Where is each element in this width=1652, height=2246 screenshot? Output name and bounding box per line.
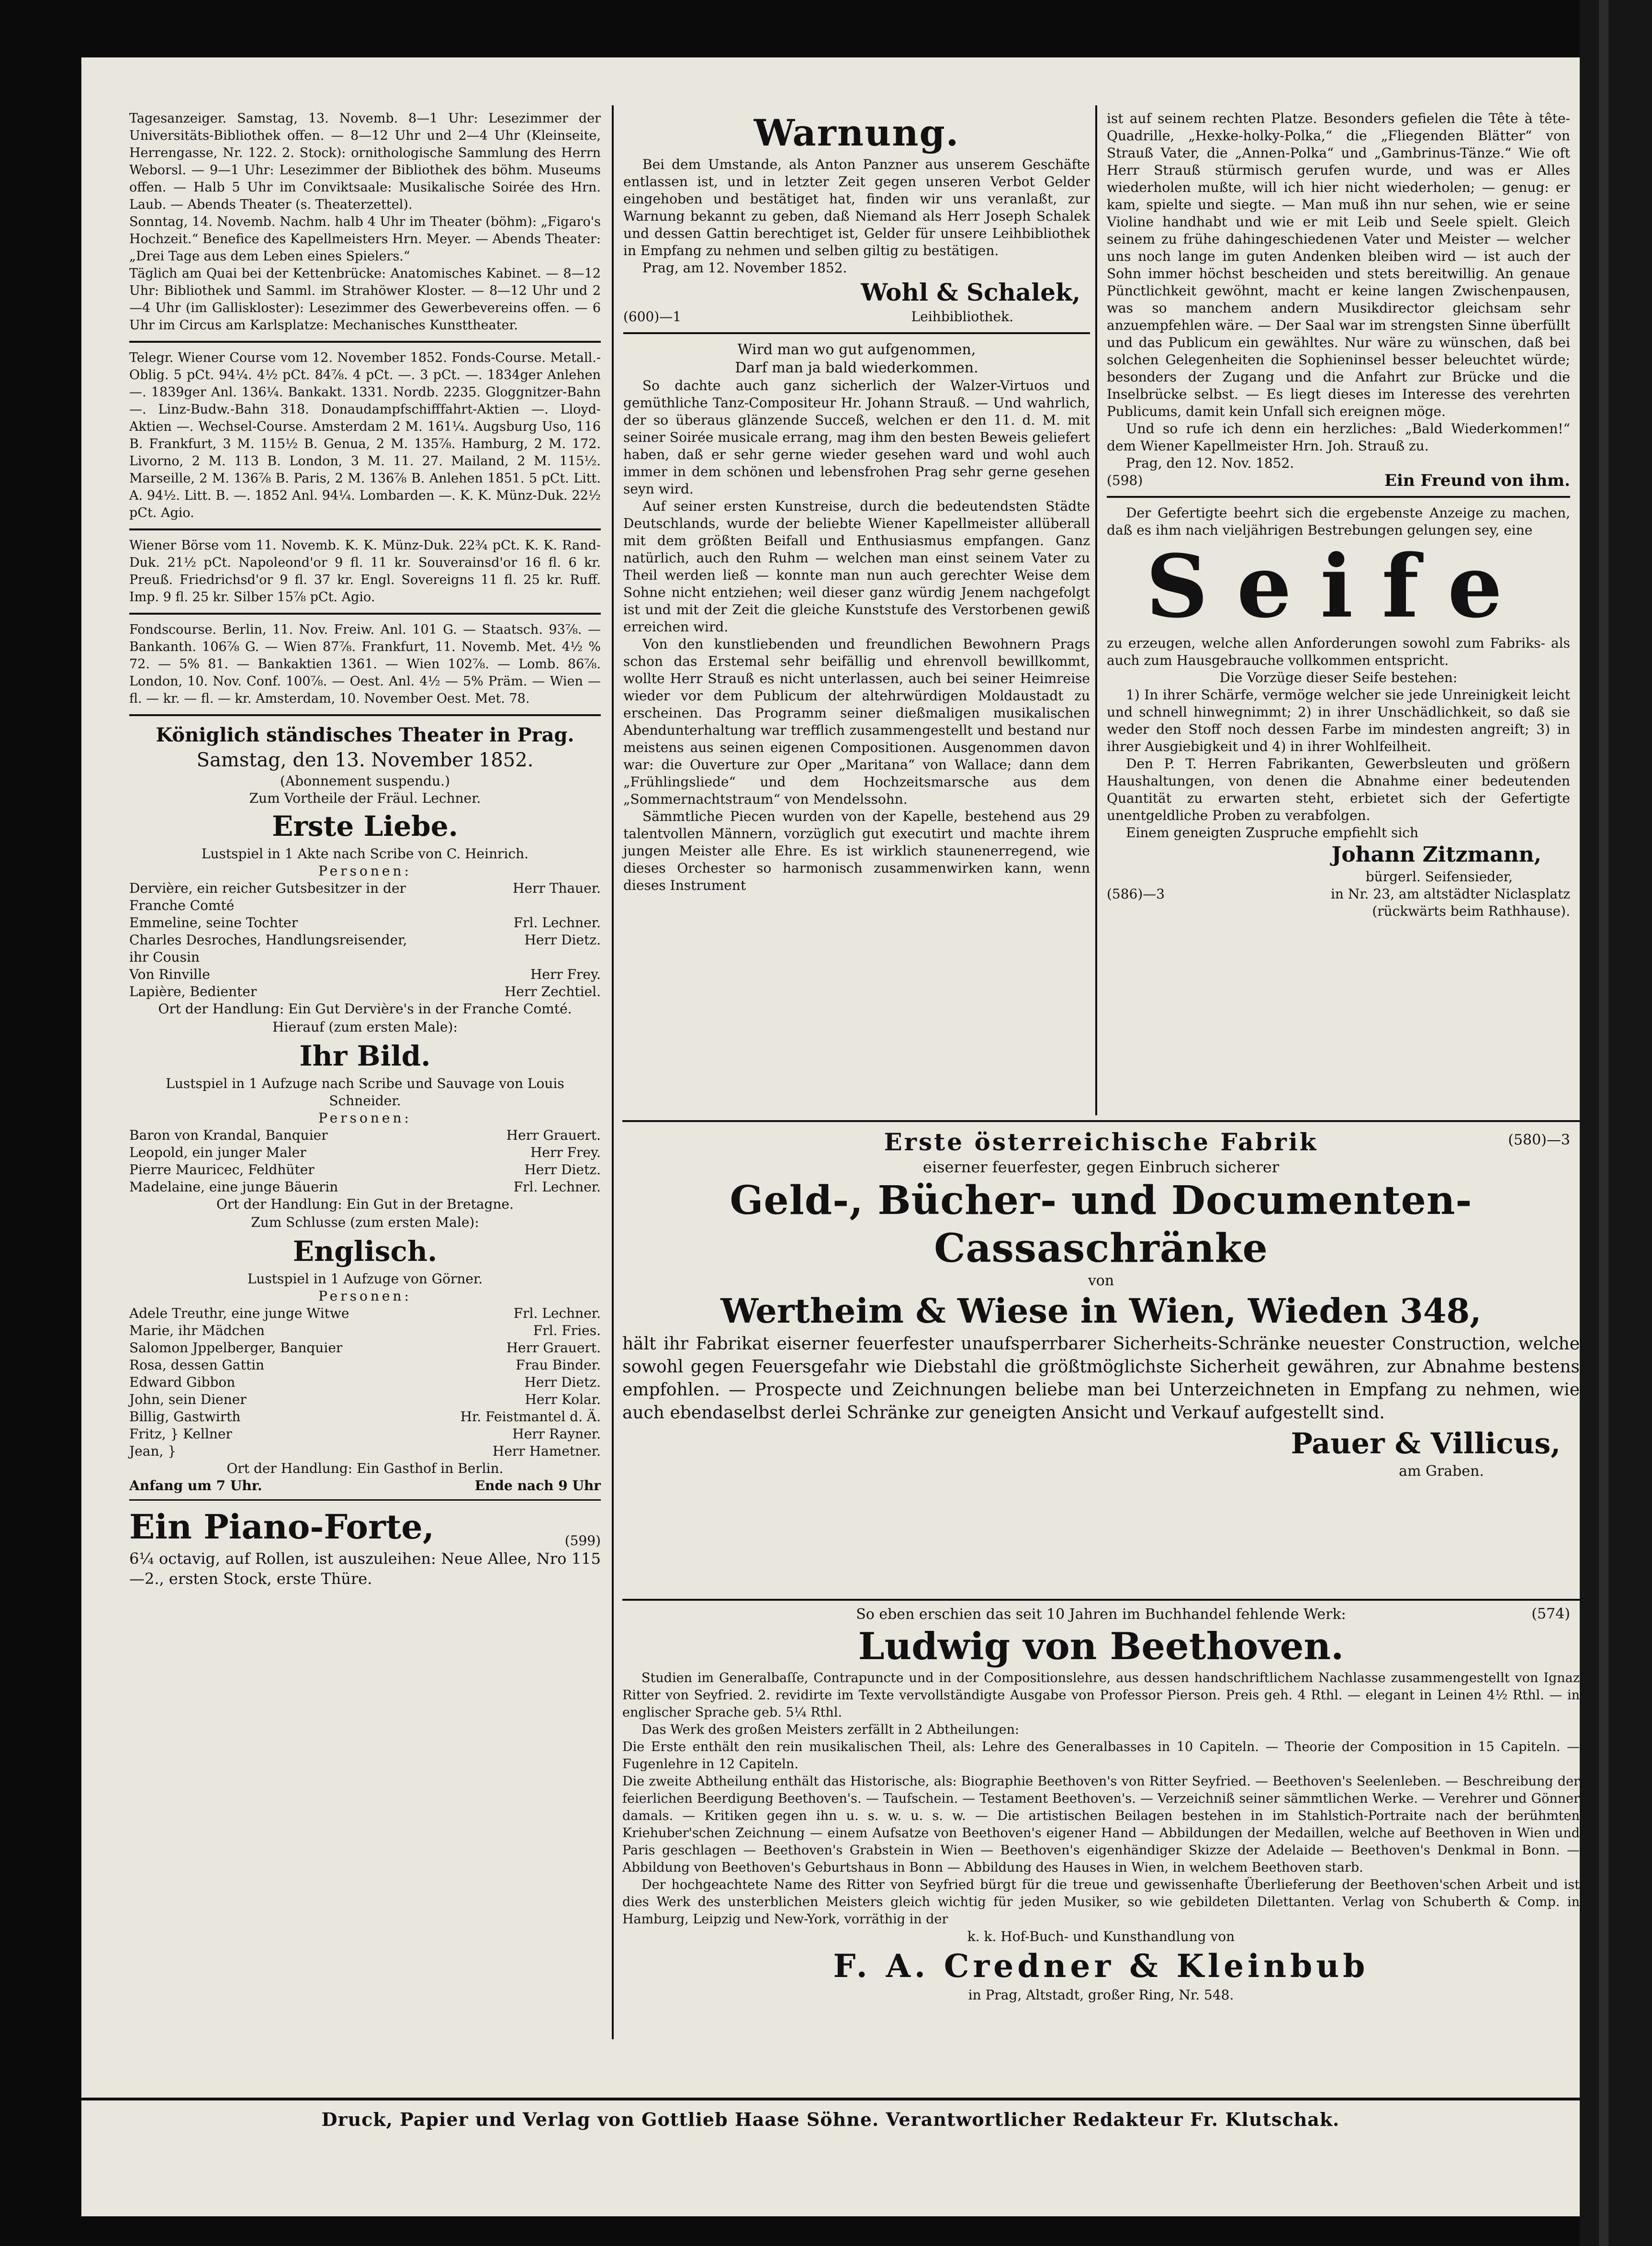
play2-sub: Lustspiel in 1 Aufzuge nach Scribe und Sauvage von Louis Schneider. [166,1076,564,1109]
fabrik-sub: eiserner feuerfester, gegen Einbruch sicherer [922,1158,1280,1176]
warnung-num: (600)—1 [623,309,682,325]
newspaper-page [81,57,1580,2216]
anfang: Anfang um 7 Uhr. [129,1478,262,1494]
cast-row: Marie, ihr Mädchen Frl. Fries. [129,1323,601,1338]
theater-title: Königlich ständisches Theater in Prag. [156,724,574,746]
beethoven-para: Die zweite Abtheilung enthält das Historische, als: Biographie Beethoven's von Ritter Seyfried. — Beethoven's Seelenleben. — Beschreibung der feierlichen Beerdigung Beethoven's. — Taufschein. — Testament Beethoven's. — Verzeichniß seiner sämmtlichen Werke. — Verehrer und Gönner damals. — Kritiken gegen ihn u. s. w. u. s. w. — Die artistischen Beilagen bestehen in im Stahlstich-Portraite nach der berühmten Kriehuber'schen Zeichnung — einem Aufsatze von Beethoven's eigener Hand — Abbildungen der Medaillen, welche auf Beethoven in Wien und Paris geschlagen — Beethoven's Grabstein in Wien — Beethoven's eigenhändiger Skizze der Adelaide — Beethoven's Denkmal in Bonn. — Abbildung von Beethoven's Geburtshaus in Bonn — Abbildung des Hauses in Wien, in welchem Beethoven starb. [622,1774,1580,1875]
beethoven-para: Studien im Generalbaſſe, Contrapuncte und in der Compositionslehre, aus dessen handschriftlichem Nachlasse zusammengestellt von Ignaz Ritter von Seyfried. 2. revidirte im Texte vervollständigte Ausgabe von Professor Pierson. Preis geh. 4 Rthl. — elegant in Leinen 4½ Rthl. — in englischer Sprache geb. 5¼ Rthl. [622,1671,1580,1720]
strauss-closing: Und so rufe ich denn ein herzliches: „Bald Wiederkommen!“ dem Wiener Kapellmeister Hrn. Joh. Strauß zu. [1107,421,1570,454]
piano-num: (599) [564,1533,601,1549]
fabrik-sign2: am Graben. [1399,1463,1484,1480]
play3-sub: Lustspiel in 1 Aufzuge von Görner. [247,1271,483,1287]
wiener-boerse: Wiener Börse vom 11. Novemb. K. K. Münz-Duk. 22¾ pCt. K. K. Rand-Duk. 21½ pCt. Napoleond'or 9 fl. 11 kr. Souverainsd'or 16 fl. 6 kr. Preuß. Friedrichsd'or 9 fl. 37 kr. Engl. Sovereigns 11 fl. 25 kr. Ruff. Imp. 9 fl. 25 kr. Silber 15⅞ pCt. Agio. [129,538,601,605]
column-rule [612,105,614,2039]
strauss-sign: Ein Freund von ihm. [1384,471,1570,490]
seife-footer [1107,886,1570,903]
seife-addr: in Nr. 23, am altstädter Niclasplatz [1330,886,1570,902]
fabrik-ad [622,1120,1580,1480]
warnung-date: Prag, am 12. November 1852. [642,260,847,276]
fabrik-num: (580)—3 [1508,1132,1570,1148]
play2-cast [129,1127,601,1196]
timing-row [129,1477,601,1494]
beethoven-para: Das Werk des großen Meisters zerfällt in 2 Abtheilungen: [641,1722,1020,1737]
play3-cast [129,1305,601,1460]
seife-para: zu erzeugen, welche allen Anforderungen sowohl zum Fabriks- als auch zum Hausgebrauche vollkommen entspricht. [1107,635,1570,668]
beethoven-num: (574) [1531,1606,1570,1622]
telegr-course: Telegr. Wiener Course vom 12. November 1852. Fonds-Course. Metall.-Oblig. 5 pCt. 94¼. 4½ pCt. 84⅞. 4 pCt. —. 3 pCt. —. 1834ger Anlehen —. 1839ger Anl. 136¼. Bankakt. 1331. Nordb. 2235. Gloggnitzer-Bahn —. Linz-Budw.-Bahn 318. Donaudampfschifffahrt-Aktien —. Lloyd-Aktien —. Wechsel-Course. Amsterdam 2 M. 161¼. Augsburg Uso, 116 B. Frankfurt, 3 M. 115½ B. Genua, 2 M. 135⅞. Hamburg, 2 M. 172. Livorno, 2 M. 113 B. London, 3 M. 11. 27. Mailand, 2 M. 115½. Marseille, 2 M. 136⅞ B. Paris, 2 M. 136⅞ B. Anlehen 1851. 5 pCt. Litt. A. 94½. Litt. B. —. 1852 Anl. 94¼. Lombarden —. K. K. Münz-Duk. 22½ pCt. Agio. [129,350,601,520]
cast-row: Rosa, dessen Gattin Frau Binder. [129,1357,601,1373]
seife-title: Seife [1146,536,1531,637]
tagesanzeiger-para: Tagesanzeiger. Samstag, 13. Novemb. 8—1 Uhr: Lesezimmer der Universitäts-Bibliothek offen. — 8—12 Uhr und 2—4 Uhr (Kleinseite, Herrengasse, Nr. 122. 2. Stock): ornithologische Sammlung des Herrn Weborsl. — 9—1 Uhr: Lesezimmer der Bibliothek des böhm. Museums offen. — Halb 5 Uhr im Conviktsaale: Musikalische Soirée des Hrn. Laub. — Abends Theater (s. Theaterzettel). [129,111,601,212]
cast-row: Pierre Mauricec, Feldhüter Herr Dietz. [129,1162,601,1178]
fabrik-von: von [1088,1272,1114,1289]
fabrik-title: Erste österreichische Fabrik [884,1128,1318,1156]
beethoven-intro: So eben erschien das seit 10 Jahren im Buchhandel fehlende Werk: [856,1606,1346,1623]
beethoven-para: Die Erste enthält den rein musikalischen Theil, als: Lehre des Generalbasses in 10 Capiteln. — Theorie der Composition in 15 Capiteln. — Fugenlehre in 12 Capiteln. [622,1740,1580,1772]
cast-row: Leopold, ein junger Maler Herr Frey. [129,1145,601,1160]
play1-ort: Ort der Handlung: Ein Gut Dervière's in der Franche Comté. [158,1001,572,1017]
strauss-para: Sämmtliche Piecen wurden von der Kapelle, bestehend aus 29 talentvollen Männern, vorzüglich gut executirt und machte ihrem jungen Meister alle Ehre. Es ist wirklich staunenerregend, wie dieses Orchester so harmonisch zusammenwirken kann, wenn dieses Instrument [623,809,1090,893]
motto-line: Darf man ja bald wiederkommen. [735,359,978,376]
cast-row: Charles Desroches, Handlungsreisender, ihr Cousin Herr Dietz. [129,932,601,965]
column-right [1107,110,1570,920]
seife-sign: Johann Zitzmann, [1331,842,1541,867]
play2-ort: Ort der Handlung: Ein Gut in der Bretagne. [216,1196,514,1212]
cast-row: Billig, Gastwirth Hr. Feistmantel d. Ä. [129,1409,601,1425]
cast-row: Baron von Krandal, Banquier Herr Grauert. [129,1127,601,1143]
cast-row: Adele Treuthr, eine junge Witwe Frl. Lechner. [129,1305,601,1321]
strauss-cont: ist auf seinem rechten Platze. Besonders gefielen die Tête à tête-Quadrille, „Hexke-holky-Polka,“ die „Fliegenden Blätter“ von Strauß Vater, die „Annen-Polka“ und „Gambrinus-Tänze.“ Wie oft Herr Strauß stürmisch gerufen wurde, und was er Alles wiederholen mußte, will ich hier nicht wiederholen; — genug: er kam, spielte und siegte. — Man muß ihn nur sehen, wie er seine Violine handhabt und wie er mit Leib und Seele spielt. Gleich seinem zu frühe dahingeschiedenen Vater und Meister — welcher uns noch lange im guten Andenken bleiben wird — ist auch der Sohn immer höchst bescheiden und stets bereitwillig. An genaue Pünctlichkeit gewöhnt, macht er keine langen Zwischenpausen, was so manchem andern Musikdirector gleichsam sehr anzuempfehlen wäre. — Der Saal war im strengsten Sinne überfüllt und das Publicum ein gewähltes. Nur wäre zu wünschen, daß bei solchen Gelegenheiten die Sophieninsel besser beleuchtet würde; besonders der Zugang und die Anfahrt zur Brücke und die Inselbrücke selbst. — Es liegt dieses im Interesse des verehrten Publicums, damit kein Unfall sich ereignen möge. [1107,111,1570,419]
play1-sub: Lustspiel in 1 Akte nach Scribe von C. Heinrich. [201,846,529,862]
page-edge [1580,0,1652,2246]
seife-addr2: (rückwärts beim Rathhause). [1372,903,1570,919]
seife-num: (586)—3 [1107,886,1165,902]
warnung-title: Warnung. [753,112,960,154]
strauss-num: (598) [1107,472,1143,488]
warnung-footer [623,308,1090,326]
tagesanzeiger [129,110,601,334]
tagesanzeiger-para: Sonntag, 14. Novemb. Nachm. halb 4 Uhr im Theater (böhm): „Figaro's Hochzeit.“ Benefice des Kapellmeisters Hrn. Meyer. — Abends Theater: „Drei Tage aus dem Leben eines Spielers.“ [129,214,601,264]
theater-abo: (Abonnement suspendu.) [280,773,450,789]
warnung-text: Bei dem Umstande, als Anton Panzner aus unserem Geschäfte entlassen ist, und in letzter Zeit gegen unseren Verbot Gelder eingehoben und bestätiget hat, finden wir uns veranlaßt, zur Warnung bekannt zu geben, daß Niemand als Herr Joseph Schalek und dessen Gattin berechtiget ist, Gelder für unsere Leihbibliothek in Empfang zu nehmen und selben giltig zu bestätigen. [623,157,1090,258]
warnung-leih: Leihbibliothek. [911,309,1013,325]
cast-row: Jean, } Herr Hametner. [129,1443,601,1459]
play1-title: Erste Liebe. [272,810,458,842]
cast-row: Salomon Jppelberger, Banquier Herr Grauert. [129,1340,601,1356]
ende: Ende nach 9 Uhr [474,1478,601,1494]
cast-row: Edward Gibbon Herr Dietz. [129,1374,601,1390]
beethoven-para: k. k. Hof-Buch- und Kunsthandlung von [967,1929,1235,1944]
column-rule [1095,105,1097,1115]
hierauf: Hierauf (zum ersten Male): [272,1019,458,1035]
zum-schluss: Zum Schlusse (zum ersten Male): [251,1214,479,1230]
fabrik-maker: Wertheim & Wiese in Wien, Wieden 348, [720,1291,1482,1331]
cast-row: Lapière, Bedienter Herr Zechtiel. [129,984,601,999]
seife-sign2: bürgerl. Seifensieder, [1365,869,1513,885]
strauss-para: Auf seiner ersten Kunstreise, durch die bedeutendsten Städte Deutschlands, wurde der beliebte Wiener Kapellmeister allüberall mit dem größten Beifall und Enthusiasmus empfangen. Ganz natürlich, auch den Ruhm — welchen man einst seinem Vater zu Theil werden ließ — konnte man nun auch gerechter Weise dem Sohne nicht entziehen; weil dieser ganz würdig Jenem nachgefolgt ist und mit der Zeit die gleiche Kunststufe des Verstorbenen gewiß erreichen wird. [623,498,1090,635]
seife-para: 1) In ihrer Schärfe, vermöge welcher sie jede Unreinigkeit leicht und schnell hinwegnimmt; 2) in ihrer Unschädlichkeit, so daß sie weder den Stoff noch dessen Farbe im mindesten angreift; 3) in ihrer Ausgiebigkeit und 4) in ihrer Wohlfeilheit. [1107,687,1570,754]
beethoven-addr: in Prag, Altstadt, großer Ring, Nr. 548. [968,1987,1234,2003]
play1-cast [129,880,601,1000]
cast-row: Dervière, ein reicher Gutsbesitzer in der Franche Comté Herr Thauer. [129,880,601,913]
seife-para: Den P. T. Herren Fabrikanten, Gewerbsleuten und größern Haushaltungen, von denen die Abnahme einer bedeutenden Quantität zu erwarten steht, erbietet sich der Gefertigte unentgeldliche Proben zu verabfolgen. [1107,756,1570,823]
strauss-para: So dachte auch ganz sicherlich der Walzer-Virtuos und gemüthliche Tanz-Compositeur Hr. Johann Strauß. — Und wahrlich, der so überaus glänzende Succeß, welchen er den 11. d. M. mit seiner Soirée musicale errang, mag ihm den besten Beweis geliefert haben, daß er sehr gerne wieder gesehen ward und wohl auch immer in dem schönen und lebensfrohen Prag sehr gerne gesehen seyn wird. [623,378,1090,497]
cast-row: Madelaine, eine junge Bäuerin Frl. Lechner. [129,1179,601,1195]
beethoven-ad [622,1599,1580,2004]
column-middle [623,110,1090,894]
tagesanzeiger-para: Täglich am Quai bei der Kettenbrücke: Anatomisches Kabinet. — 8—12 Uhr: Bibliothek und Samml. im Strahöwer Kloster. — 8—12 Uhr und 2—4 Uhr (im Galliskloster): Lesezimmer des Gewerbevereins offen. — 6 Uhr im Circus am Karlsplatze: Mechanisches Kunsttheater. [129,266,601,333]
personen-label: Personen: [318,863,412,879]
seife-intro: Der Gefertigte beehrt sich die ergebenste Anzeige zu machen, daß es ihm nach vieljährigen Bestrebungen gelungen sey, eine [1107,505,1570,538]
beethoven-title: Ludwig von Beethoven. [858,1625,1344,1668]
beethoven-para: Der hochgeachtete Name des Ritter von Seyfried bürgt für die treue und gewissenhafte Überlieferung der Beethoven'schen Arbeit und ist dies Werk des unsterblichen Meisters gleich wichtig für jeden Musiker, so wie gebildeten Dilettanten. Verlag von Schuberth & Comp. in Hamburg, Leipzig und New-York, vorräthig in der [622,1877,1580,1927]
strauss-para: Von den kunstliebenden und freundlichen Bewohnern Prags schon das Erstemal sehr beifällig und ehrenvoll bewillkommt, wollte Herr Strauß es nicht unterlassen, auch bei seiner Heimreise wieder vor dem Publicum der altehrwürdigen Moldaustadt zu erscheinen. Das Programm seiner dießmaligen musikalischen Abendunterhaltung war trefflich zusammengestellt und bestand nur meistens aus seinen eigenen Compositionen. Ausgenommen davon war: die Ouverture zur Oper „Maritana“ von Wallace; dann dem „Frühlingsliede“ und dem Hochzeitsmarsche aus dem „Sommernachtstraum“ von Mendelssohn. [623,636,1090,807]
fabrik-big: Geld-, Bücher- und Documenten-Cassaschränke [730,1178,1472,1271]
theater-benefit: Zum Vortheile der Fräul. Lechner. [249,790,481,806]
play3-ort: Ort der Handlung: Ein Gasthof in Berlin. [226,1460,504,1476]
personen-label: Personen: [318,1288,412,1304]
piano-title: Ein Piano-Forte, [129,1507,435,1547]
beethoven-sign: F. A. Credner & Kleinbub [833,1947,1369,1985]
seife-para: Die Vorzüge dieser Seife bestehen: [1219,670,1458,685]
cast-row: Fritz, } Kellner Herr Rayner. [129,1426,601,1442]
strauss-date: Prag, den 12. Nov. 1852. [1126,455,1294,471]
fabrik-sign: Pauer & Villicus, [1291,1427,1561,1460]
piano-header [129,1505,601,1549]
motto-line: Wird man wo gut aufgenommen, [737,341,976,358]
fondscourse: Fondscourse. Berlin, 11. Nov. Freiw. Anl. 101 G. — Staatsch. 93⅞. — Bankanth. 106⅞ G. — Wien 87⅞. Frankfurt, 11. Novemb. Met. 4½ % 72. — 5% 81. — Bankaktien 1361. — Wien 102⅞. — Lomb. 86⅞. London, 10. Nov. Conf. 100⅞. — Oest. Anl. 4½ — 5% Präm. — Wien — fl. — kr. — fl. — kr. Amsterdam, 10. November Oest. Met. 78. [129,622,601,706]
imprint-footer: Druck, Papier und Verlag von Gottlieb Haase Söhne. Verantwortlicher Redakteur Fr. Klutschak. [321,2109,1340,2130]
cast-row: Von Rinville Herr Frey. [129,966,601,982]
cast-row: John, sein Diener Herr Kolar. [129,1392,601,1407]
warnung-sign: Wohl & Schalek, [861,278,1080,306]
play2-title: Ihr Bild. [299,1040,431,1072]
piano-text: 6¼ octavig, auf Rollen, ist auszuleihen: Neue Allee, Nro 115—2., ersten Stock, erste Thüre. [129,1550,601,1588]
fabrik-text: hält ihr Fabrikat eiserner feuerfester unaufsperrbarer Sicherheits-Schränke neuester Construction, welche sowohl gegen Feuersgefahr wie Diebstahl die größtmöglichste Sicherheit gewähren, zur Abnahme bestens empfohlen. — Prospecte und Zeichnungen beliebe man bei Unterzeichneten in Empfang zu nehmen, wie auch ebendaselbst derlei Schränke zur geneigten Ansicht und Verkauf aufgestellt sind. [622,1334,1580,1423]
play3-title: Englisch. [292,1235,438,1268]
seife-para: Einem geneigten Zuspruche empfiehlt sich [1126,825,1419,841]
theater-date: Samstag, den 13. November 1852. [196,749,534,771]
footer-rule [81,2098,1580,2100]
column-left [129,110,601,1589]
strauss-footer [1107,472,1570,489]
cast-row: Emmeline, seine Tochter Frl. Lechner. [129,915,601,931]
personen-label: Personen: [318,1110,412,1126]
